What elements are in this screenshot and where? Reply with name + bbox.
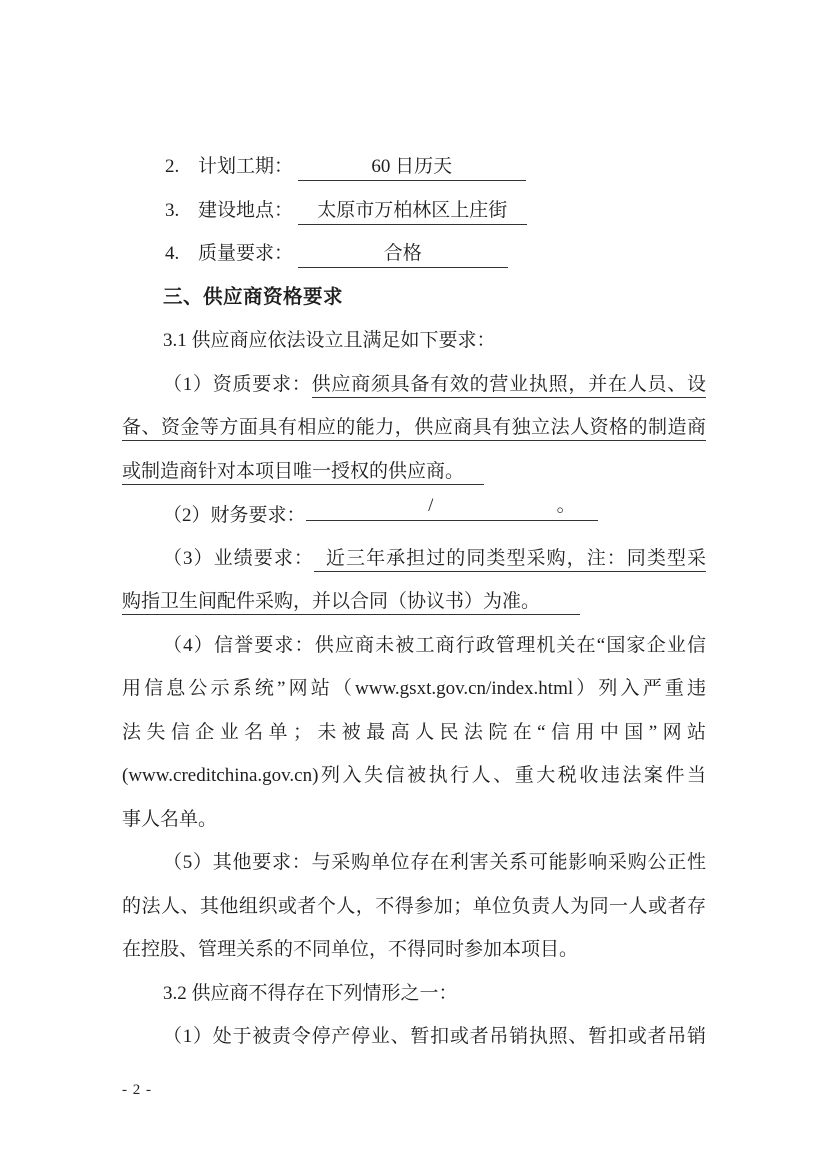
req-qualification-line-3 [122, 450, 706, 494]
clause-3-2-item-1: （1）处于被责令停产停业、暂扣或者吊销执照、暂扣或者吊销 [163, 1026, 706, 1047]
item-number: 4. [165, 243, 180, 264]
underlined-text: 供应商须具备有效的营业执照，并在人员、设 [312, 374, 706, 398]
item-number: 3. [165, 199, 180, 221]
page-number: - 2 - [122, 1082, 152, 1098]
item-number: 2. [165, 156, 180, 177]
blank-value: 合格 [383, 243, 422, 264]
slash-mark: / [428, 495, 434, 516]
req-credit-line-1: （4）信誉要求：供应商未被工商行政管理机关在“国家企业信 [163, 634, 706, 656]
document-body [122, 145, 706, 1059]
fill-in-blank-duration [298, 153, 526, 181]
req-credit-line-3: 法失信企业名单；未被最高人民法院在“信用中国”网站 [122, 721, 706, 743]
req-label: （2）财务要求： [163, 505, 306, 526]
underlined-text: 购指卫生间配件采购，并以合同（协议书）为准。 [122, 591, 580, 615]
underlined-text: 近三年承担过的同类型采购，注：同类型采 [314, 548, 706, 572]
req-label: （3）业绩要求： [163, 547, 314, 569]
req-other-line-3: 在控股、管理关系的不同单位，不得同时参加本项目。 [122, 939, 579, 960]
underlined-text: 或制造商针对本项目唯一授权的供应商。 [122, 461, 484, 485]
item-label: 建设地点： [198, 199, 294, 221]
section-heading: 三、供应商资格要求 [163, 285, 344, 308]
req-credit-line-5: 事人名单。 [122, 808, 218, 830]
clause-3-1: 3.1 供应商应依法设立且满足如下要求： [163, 330, 496, 351]
req-performance-line-2 [122, 580, 706, 624]
fill-in-blank-financial [306, 493, 598, 521]
period-mark: 。 [556, 495, 576, 516]
form-item-location [122, 189, 706, 233]
blank-value: 太原市万柏林区上庄街 [317, 199, 508, 221]
form-item-plan-duration [122, 145, 706, 189]
item-label: 质量要求： [198, 243, 294, 264]
req-credit-line-2: 用信息公示系统”网站（www.gsxt.gov.cn/index.html）列入严重违 [122, 678, 706, 699]
form-item-quality [122, 232, 706, 276]
req-label: （1）资质要求： [163, 373, 312, 395]
req-qualification-line-2 [122, 406, 706, 450]
item-label: 计划工期： [198, 156, 294, 177]
fill-in-blank-quality [298, 240, 508, 268]
req-other-line-2: 的法人、其他组织或者个人，不得参加；单位负责人为同一人或者存 [122, 895, 706, 917]
fill-in-blank-location [298, 197, 527, 225]
clause-3-2: 3.2 供应商不得存在下列情形之一： [163, 982, 458, 1004]
req-qualification-line-1 [122, 363, 706, 407]
underlined-text: 备、资金等方面具有相应的能力，供应商具有独立法人资格的制造商 [122, 417, 706, 441]
req-other-line-1: （5）其他要求：与采购单位存在利害关系可能影响采购公正性 [163, 852, 706, 873]
req-performance-line-1 [122, 537, 706, 581]
blank-value: 60 日历天 [371, 156, 453, 177]
req-credit-line-4: (www.creditchina.gov.cn)列入失信被执行人、重大税收违法案件当 [122, 765, 706, 786]
req-financial-line [122, 493, 706, 537]
